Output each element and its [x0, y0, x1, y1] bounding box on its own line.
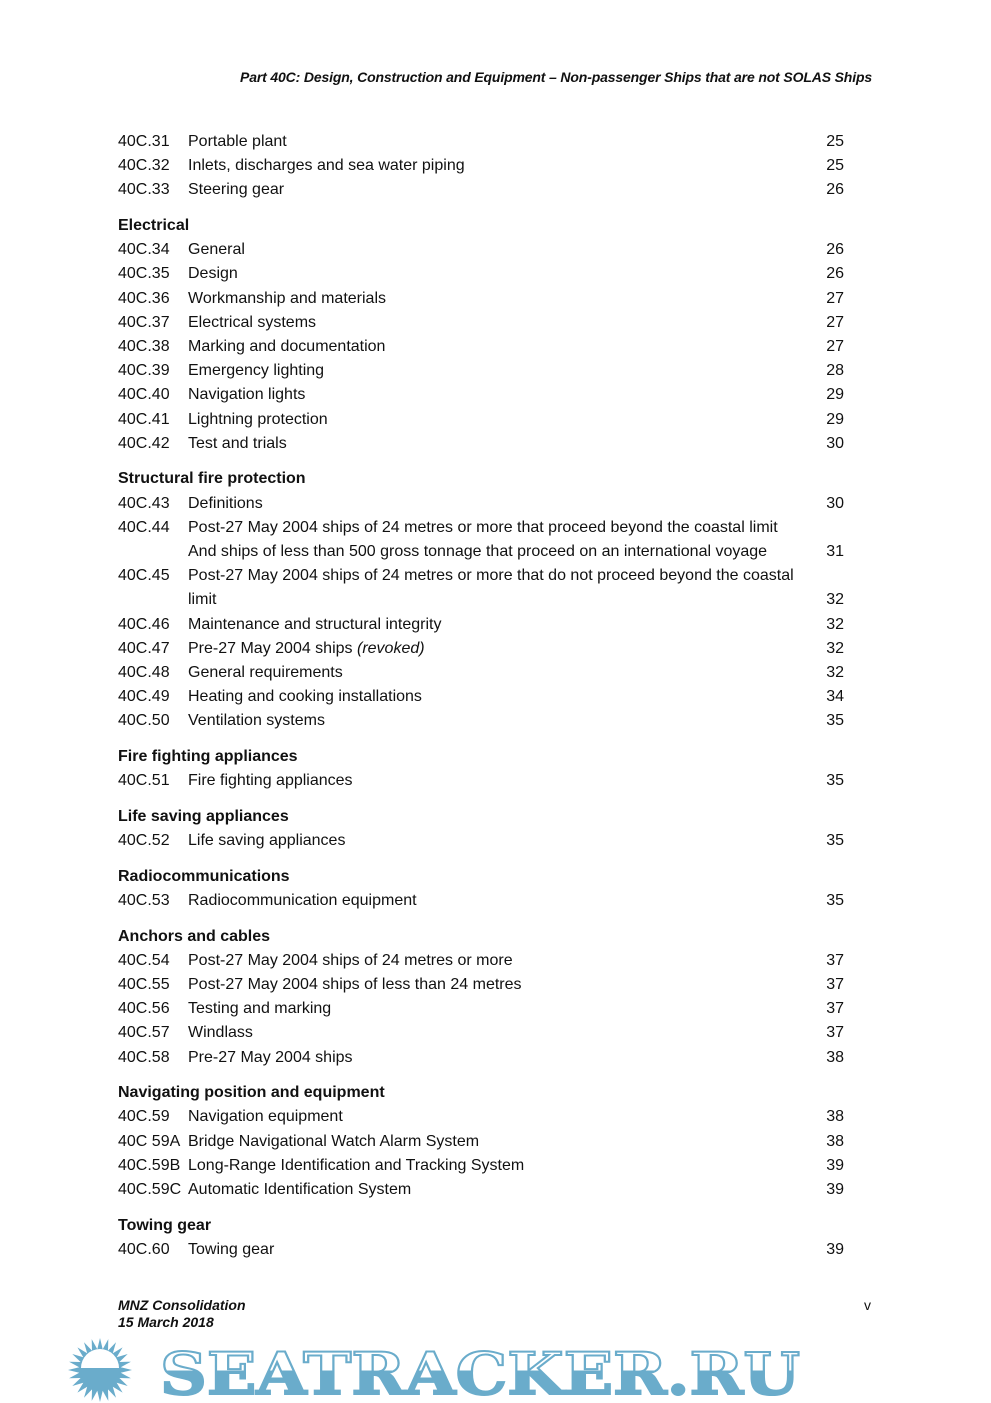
toc-entry: [118, 1021, 844, 1045]
entry-number: 40C.38: [118, 338, 170, 355]
entry-title-text: Design: [188, 265, 238, 283]
toc-section: [118, 805, 844, 853]
entry-title: [188, 335, 385, 359]
entry-number: 40C.33: [118, 181, 170, 199]
toc-section: [118, 130, 844, 203]
toc-entry: [118, 1130, 844, 1154]
entry-title: [188, 1021, 253, 1045]
entry-number: 40C.57: [118, 1024, 170, 1042]
toc-entry: [118, 540, 844, 564]
toc-entry: [118, 685, 844, 709]
toc-entry: [118, 949, 844, 973]
running-header: Part 40C: Design, Construction and Equipment – Non-passenger Ships that are not SOLAS Ships: [240, 69, 872, 85]
entry-title: [188, 588, 216, 612]
entry-title-text: Life saving appliances: [188, 832, 346, 850]
toc-entry: [118, 238, 844, 262]
entry-title: [188, 238, 245, 262]
entry-number: 40C.43: [118, 494, 170, 512]
entry-page: 30: [826, 494, 844, 512]
entry-title-text: General requirements: [188, 663, 343, 681]
toc-section: [118, 925, 844, 1070]
toc-entry: [118, 829, 844, 853]
entry-page: 34: [826, 688, 844, 706]
section-heading: Anchors and cables: [118, 927, 271, 945]
entry-page: 38: [826, 1132, 844, 1150]
entry-title: [188, 178, 284, 202]
toc-entry: [118, 1178, 844, 1202]
entry-page: 27: [826, 338, 844, 355]
entry-title: [188, 637, 425, 661]
entry-title-text: Post-27 May 2004 ships of less than 24 metres: [188, 976, 522, 993]
entry-page: 37: [826, 1024, 844, 1042]
entry-page: 26: [826, 181, 844, 199]
section-heading: Radiocommunications: [118, 867, 290, 885]
entry-title-text: Radiocommunication equipment: [188, 891, 417, 909]
toc-section: [118, 1214, 844, 1262]
toc-section: [118, 1081, 844, 1202]
watermark-text: SEATRACKER.RU: [160, 1340, 800, 1403]
entry-page: 26: [826, 265, 844, 283]
toc-section: [118, 865, 844, 913]
entry-title: [188, 613, 441, 637]
toc-entry: [118, 262, 844, 286]
entry-title: [188, 383, 305, 407]
entry-title: [188, 492, 263, 516]
toc-section: [118, 467, 844, 733]
toc-entry: [118, 432, 844, 456]
toc-entry: [118, 178, 844, 202]
entry-number: 40C.58: [118, 1048, 170, 1066]
entry-number: 40C.42: [118, 434, 170, 452]
entry-title-text: Emergency lighting: [188, 362, 325, 380]
entry-title-text: Lightning protection: [188, 410, 328, 428]
entry-number: 40C.41: [118, 410, 170, 428]
toc-entry: [118, 588, 844, 612]
entry-number: 40C.32: [118, 157, 170, 175]
toc-entry: [118, 359, 844, 383]
entry-title-text: Test and trials: [188, 434, 287, 452]
toc-entry: [118, 637, 844, 661]
entry-title: [188, 661, 343, 685]
section-heading: Electrical: [118, 217, 190, 235]
toc-entry: [118, 889, 844, 913]
entry-number: 40C.52: [118, 832, 170, 850]
sun-icon: [68, 1338, 132, 1402]
entry-page: 25: [826, 157, 844, 175]
toc-entry: [118, 613, 844, 637]
section-heading: Towing gear: [118, 1216, 212, 1234]
entry-title: [188, 287, 386, 311]
entry-number: 40C.31: [118, 133, 170, 150]
entry-page: 35: [826, 832, 844, 850]
section-heading: Structural fire protection: [118, 470, 306, 488]
entry-page: 30: [826, 434, 844, 452]
entry-number: 40C.35: [118, 265, 170, 283]
entry-number: 40C.49: [118, 688, 170, 706]
entry-title-text: Bridge Navigational Watch Alarm System: [188, 1132, 480, 1150]
entry-title: [188, 1105, 343, 1129]
footer-date: 15 March 2018: [118, 1314, 214, 1330]
entry-page: 26: [826, 241, 844, 259]
entry-title-text: Steering gear: [188, 181, 285, 199]
entry-page: 35: [826, 712, 844, 730]
entry-number: 40C.59: [118, 1108, 170, 1126]
entry-page: 28: [826, 362, 844, 380]
toc-entry: [118, 997, 844, 1021]
entry-page: 32: [826, 615, 844, 633]
entry-title-text: Automatic Identification System: [188, 1181, 412, 1198]
entry-page: 38: [826, 1048, 844, 1066]
toc-entry: [118, 516, 844, 540]
entry-title: [188, 516, 778, 540]
entry-page: 32: [826, 591, 844, 609]
toc-entry: [118, 1154, 844, 1178]
entry-title: [188, 685, 422, 709]
toc-entry: [118, 1046, 844, 1070]
entry-number: 40C.37: [118, 313, 170, 331]
entry-title-text: limit: [188, 591, 217, 609]
entry-number: 40C.55: [118, 976, 170, 993]
entry-title-text: Pre-27 May 2004 ships: [188, 639, 357, 657]
toc-entry: [118, 130, 844, 154]
entry-page: 37: [826, 976, 844, 993]
entry-page: 29: [826, 386, 844, 404]
entry-number: 40C.60: [118, 1240, 170, 1258]
entry-title: [188, 949, 513, 973]
entry-number: 40C.39: [118, 362, 170, 380]
toc-entry: [118, 709, 844, 733]
entry-title: [188, 1238, 274, 1262]
entry-title-text: Portable plant: [188, 133, 287, 150]
entry-title-text: Inlets, discharges and sea water piping: [188, 157, 465, 175]
entry-title-text: Definitions: [188, 494, 263, 512]
entry-title-text: Navigation lights: [188, 386, 306, 404]
entry-page: 35: [826, 891, 844, 909]
entry-number: 40C.34: [118, 241, 170, 259]
toc-entry: [118, 1238, 844, 1262]
entry-title-text: Heating and cooking installations: [188, 688, 422, 706]
entry-title-text: Pre-27 May 2004 ships: [188, 1048, 353, 1066]
entry-number: 40C.50: [118, 712, 170, 730]
entry-number: 40C.44: [118, 518, 170, 536]
entry-page: 35: [826, 772, 844, 790]
toc-entry: [118, 335, 844, 359]
entry-title: [188, 1154, 524, 1178]
toc-entry: [118, 564, 844, 588]
entry-title: [188, 154, 465, 178]
toc-entry: [118, 769, 844, 793]
entry-number: 40C.51: [118, 772, 170, 790]
entry-title: [188, 1130, 479, 1154]
entry-title: [188, 1046, 353, 1070]
toc-entry: [118, 661, 844, 685]
entry-number: 40C.40: [118, 386, 170, 404]
entry-title-text: Maintenance and structural integrity: [188, 615, 442, 633]
entry-title: [188, 130, 287, 154]
entry-number: 40C.45: [118, 567, 170, 585]
entry-number: 40C.54: [118, 951, 170, 969]
entry-number: 40C.48: [118, 663, 170, 681]
toc-entry: [118, 1105, 844, 1129]
entry-title-text: Post-27 May 2004 ships of 24 metres or more that proceed beyond the coastal limit: [188, 518, 778, 536]
entry-number: 40C.56: [118, 1000, 170, 1018]
entry-title-text: Electrical systems: [188, 313, 317, 331]
entry-title: [188, 564, 794, 588]
toc-entry: [118, 408, 844, 432]
entry-number: 40C.59C: [118, 1181, 182, 1198]
entry-title-text: Towing gear: [188, 1240, 275, 1258]
page-number: v: [864, 1297, 871, 1313]
entry-title-text: Post-27 May 2004 ships of 24 metres or more that do not proceed beyond the coastal: [188, 567, 794, 585]
entry-page: 25: [826, 133, 844, 150]
entry-title-text: Post-27 May 2004 ships of 24 metres or more: [188, 951, 513, 969]
entry-number: 40C.53: [118, 891, 170, 909]
entry-title-text: Workmanship and materials: [188, 289, 387, 307]
watermark: [0, 1338, 991, 1403]
entry-number: 40C.36: [118, 289, 170, 307]
entry-number: 40C.59B: [118, 1156, 181, 1174]
entry-page: 39: [826, 1181, 844, 1198]
entry-title: [188, 359, 324, 383]
entry-status: (revoked): [356, 639, 425, 657]
entry-title: [188, 829, 345, 853]
toc-entry: [118, 311, 844, 335]
toc-entry: [118, 154, 844, 178]
entry-title-text: Long-Range Identification and Tracking System: [188, 1156, 525, 1174]
entry-title-text: Testing and marking: [188, 1000, 332, 1018]
entry-title-text: Marking and documentation: [188, 338, 386, 355]
entry-title: [188, 973, 522, 997]
entry-title: [188, 262, 238, 286]
entry-title: [188, 432, 287, 456]
entry-title: [188, 1178, 411, 1202]
toc-entry: [118, 973, 844, 997]
entry-page: 32: [826, 663, 844, 681]
entry-title: [188, 709, 325, 733]
entry-page: 39: [826, 1240, 844, 1258]
entry-title-text: Fire fighting appliances: [188, 772, 353, 790]
entry-title-text: And ships of less than 500 gross tonnage that proceed on an international voyage: [188, 543, 768, 560]
entry-page: 37: [826, 1000, 844, 1018]
entry-number: 40C.47: [118, 639, 170, 657]
toc-section: [118, 214, 844, 456]
toc-entry: [118, 287, 844, 311]
entry-title: [188, 311, 316, 335]
entry-page: 27: [826, 289, 844, 307]
entry-page: 32: [826, 639, 844, 657]
entry-title-text: Navigation equipment: [188, 1108, 343, 1126]
entry-number: 40C 59A: [118, 1132, 181, 1150]
entry-title-text: General: [188, 241, 245, 259]
entry-title: [188, 769, 353, 793]
footer-consolidation: MNZ Consolidation: [118, 1297, 246, 1313]
entry-page: 27: [826, 313, 844, 331]
entry-page: 29: [826, 410, 844, 428]
toc-entry: [118, 492, 844, 516]
entry-title-text: Windlass: [188, 1024, 253, 1042]
section-heading: Fire fighting appliances: [118, 748, 298, 765]
entry-page: 31: [826, 543, 844, 560]
entry-title-text: Ventilation systems: [188, 712, 325, 730]
toc-entry: [118, 383, 844, 407]
table-of-contents: [118, 130, 844, 1262]
entry-title: [188, 408, 328, 432]
entry-title: [188, 540, 767, 564]
entry-title: [188, 889, 417, 913]
section-heading: Life saving appliances: [118, 807, 289, 825]
entry-page: 38: [826, 1108, 844, 1126]
entry-page: 39: [826, 1156, 844, 1174]
entry-title: [188, 997, 331, 1021]
entry-number: 40C.46: [118, 615, 170, 633]
toc-section: [118, 745, 844, 793]
section-heading: Navigating position and equipment: [118, 1084, 385, 1102]
entry-page: 37: [826, 951, 844, 969]
